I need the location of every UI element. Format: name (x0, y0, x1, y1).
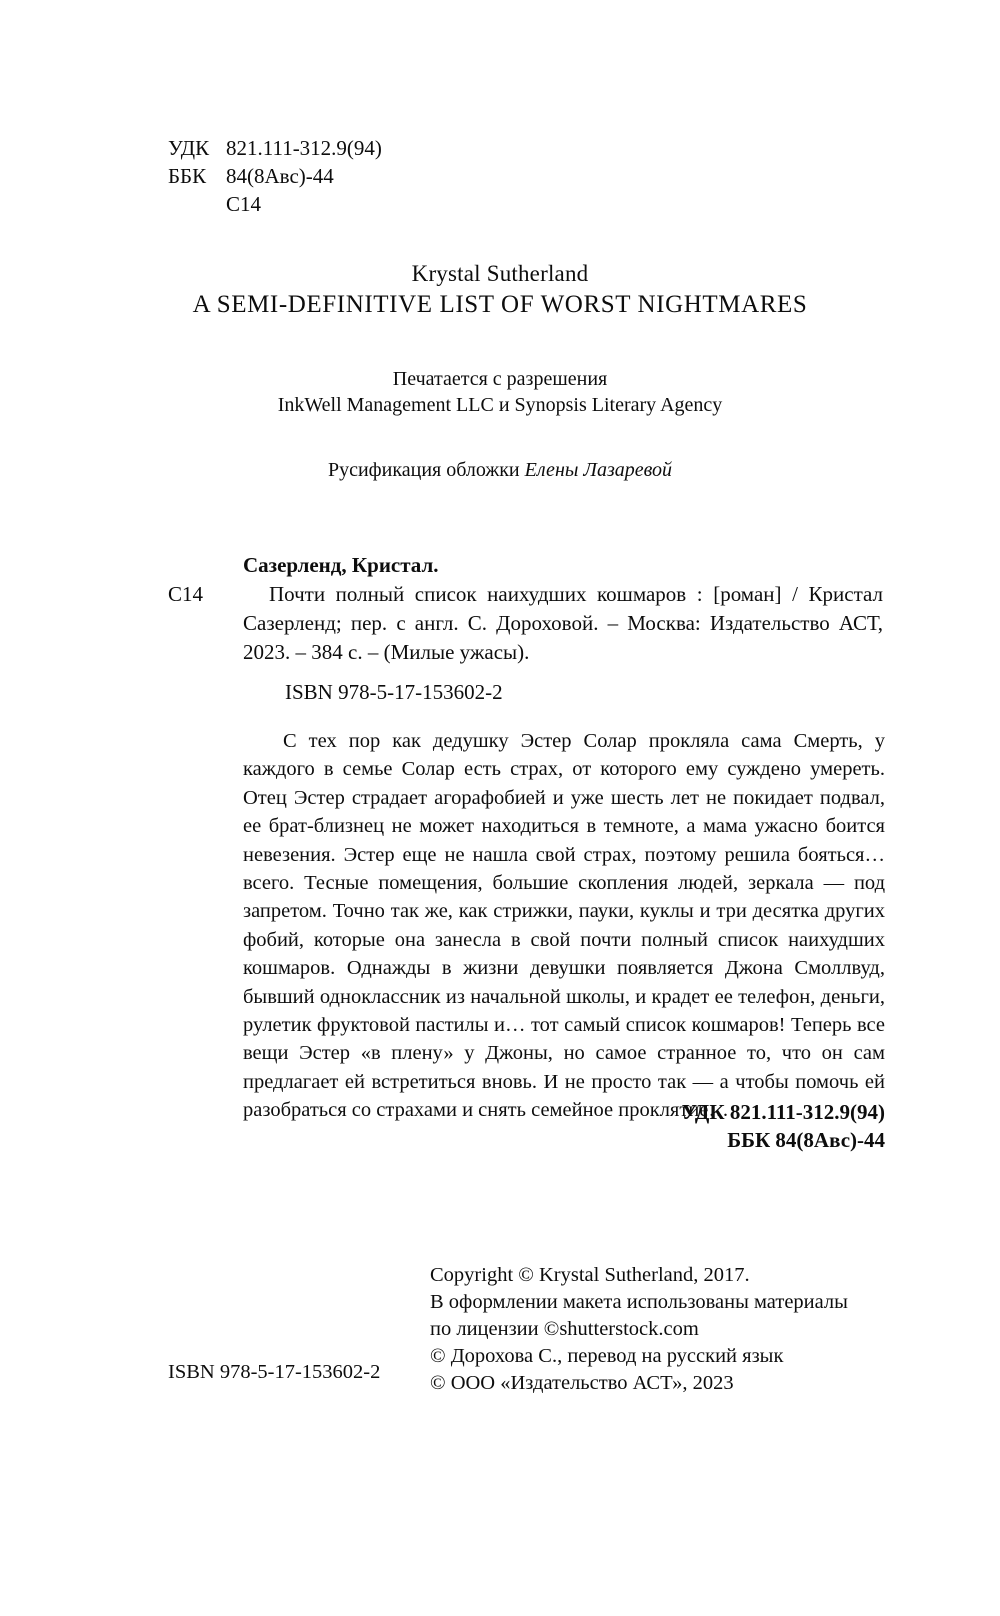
biblio-record (243, 551, 883, 667)
original-title: A SEMI-DEFINITIVE LIST OF WORST NIGHTMARES (192, 291, 808, 318)
shelf-code: С14 (226, 192, 262, 216)
isbn-bottom: ISBN 978-5-17-153602-2 (168, 1361, 381, 1383)
copyright-block (430, 1262, 848, 1397)
biblio-heading: Сазерленд, Кристал. (243, 553, 439, 577)
copyright-line-3: по лицензии ©shutterstock.com (430, 1318, 699, 1340)
udk-row (168, 134, 382, 162)
permission-line-2: InkWell Management LLC и Synopsis Literary Agency (277, 394, 723, 416)
bbk-bottom: ББК 84(8Авс)-44 (727, 1128, 885, 1152)
bbk-label: ББК (168, 164, 207, 188)
copyright-line-2: В оформлении макета использованы материалы (430, 1291, 848, 1313)
udk-label: УДК (168, 136, 210, 160)
copyright-line-1: Copyright © Krystal Sutherland, 2017. (430, 1264, 750, 1286)
shelf-code-row (168, 190, 382, 218)
copyright-line-4: © Дорохова С., перевод на русский язык (430, 1345, 784, 1367)
bbk-value: 84(8Авс)-44 (226, 164, 334, 188)
permission-line-1: Печатается с разрешения (392, 368, 608, 390)
classification-codes-bottom (682, 1098, 885, 1154)
copyright-line-5: © ООО «Издательство АСТ», 2023 (430, 1372, 734, 1394)
cover-designer-name: Елены Лазаревой (524, 459, 673, 481)
isbn-primary: ISBN 978-5-17-153602-2 (285, 680, 503, 704)
cover-credit-prefix: Русификация обложки (327, 459, 525, 481)
annotation-text: С тех пор как дедушку Эстер Солар прокляла сама Смерть, у каждого в семье Солар есть страх, от которого ему суждено умереть. Отец Эстер страдает агорафобией и уже шесть лет не покидает подвал, ее брат-близнец не может находиться в темноте, а мама ужасно боится невезения. Эстер еще не нашла свой страх, поэтому решила бояться… всего. Тесные помещения, большие скопления людей, зеркала — под запретом. Точно так же, как стрижки, пауки, куклы и три десятка других фобий, которые она занесла в свой почти полный список наихудших кошмаров. Однажды в жизни девушки появляется Джона Смоллвуд, бывший одноклассник из начальной школы, и крадет ее телефон, деньги, рулетик фруктовой пастилы и… тот самый список кошмаров! Теперь все вещи Эстер «в плену» у Джоны, но самое странное то, что он сам предлагает ей встретиться вновь. И не просто так — а чтобы помочь ей разобраться со страхами и снять семейное проклятие… (243, 730, 885, 1122)
bbk-row (168, 162, 382, 190)
udk-bottom: УДК 821.111-312.9(94) (681, 1100, 885, 1124)
original-author: Krystal Sutherland (411, 261, 589, 286)
cover-credit (0, 459, 1000, 482)
udk-value: 821.111-312.9(94) (226, 136, 382, 160)
biblio-side-code: С14 (168, 582, 204, 606)
biblio-description: Почти полный список наихудших кошмаров : [роман] / Кристал Сазерленд; пер. с англ. С. Дороховой. – Москва: Издательство АСТ, 2023. – 384 с. – (Милые ужасы). (243, 582, 883, 664)
classification-codes-top (168, 134, 382, 218)
